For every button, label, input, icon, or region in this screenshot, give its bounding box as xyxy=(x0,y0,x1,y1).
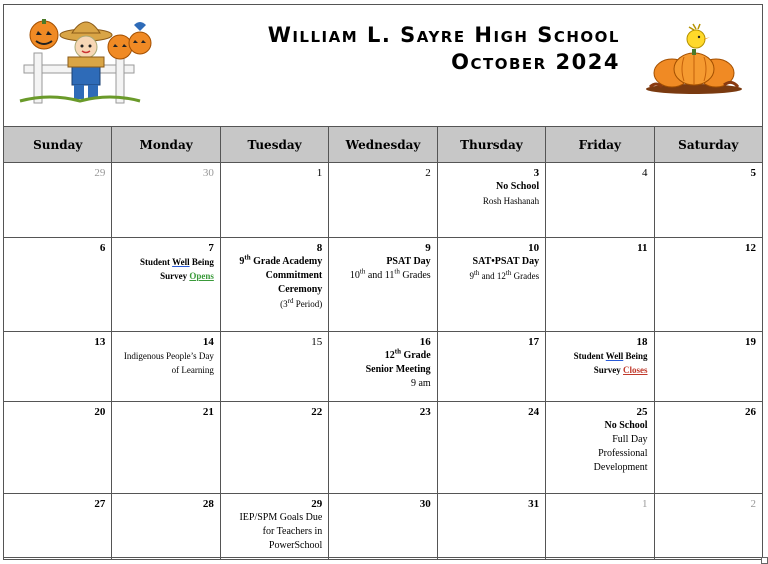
day-number: 2 xyxy=(750,498,756,510)
day-number: 13 xyxy=(94,336,106,348)
day-number: 21 xyxy=(202,406,214,418)
day-number: 12 xyxy=(745,242,756,254)
superscript: th xyxy=(244,253,251,262)
event-text: Grades xyxy=(399,270,431,281)
event-title: No School xyxy=(604,420,648,431)
day-number: 6 xyxy=(99,242,106,254)
survey-text: Survey xyxy=(593,365,624,375)
event-text: Period) xyxy=(293,299,323,309)
day-number: 14 xyxy=(202,336,214,348)
day-number: 30 xyxy=(202,167,214,179)
event-note: IEP/SPM Goals Due xyxy=(239,512,323,523)
superscript: th xyxy=(394,267,400,276)
day-number: 25 xyxy=(636,406,648,418)
event-note: PowerSchool xyxy=(268,540,323,551)
survey-text: Student xyxy=(139,257,173,267)
event-time: 9 am xyxy=(410,378,431,389)
event-note: of Learning xyxy=(171,365,214,375)
school-title: William L. Sayre High School xyxy=(267,23,620,47)
day-number: 16 xyxy=(419,336,431,348)
event-note: for Teachers in xyxy=(262,526,323,537)
survey-text: Being xyxy=(189,257,214,267)
event-title: SAT•PSAT Day xyxy=(472,256,540,267)
day-number: 22 xyxy=(311,406,323,418)
weekday-wednesday: Wednesday xyxy=(329,127,437,163)
survey-text: Being xyxy=(623,351,648,361)
weekday-thursday: Thursday xyxy=(437,127,545,163)
superscript: th xyxy=(505,269,512,277)
page-border xyxy=(3,4,763,558)
day-number: 28 xyxy=(202,498,214,510)
weekday-tuesday: Tuesday xyxy=(220,127,328,163)
day-number: 11 xyxy=(637,242,648,254)
survey-opens-status: Opens xyxy=(189,271,214,281)
event-text: 9 xyxy=(469,271,474,281)
day-number: 31 xyxy=(528,498,540,510)
event-text: 9 xyxy=(239,256,245,267)
day-number: 17 xyxy=(528,336,540,348)
resize-handle[interactable] xyxy=(761,557,768,564)
event-note: Professional xyxy=(598,448,648,459)
event-text: and 11 xyxy=(365,270,395,281)
day-number: 10 xyxy=(528,242,540,254)
survey-text: Student xyxy=(573,351,606,361)
weekday-friday: Friday xyxy=(546,127,654,163)
day-number: 1 xyxy=(642,498,648,510)
survey-text: Survey xyxy=(160,271,190,281)
superscript: th xyxy=(359,267,366,276)
event-text: Grades xyxy=(511,271,540,281)
event-note: Rosh Hashanah xyxy=(482,196,540,206)
day-number: 8 xyxy=(316,242,323,254)
day-number: 15 xyxy=(311,336,323,348)
day-number: 27 xyxy=(94,498,106,510)
superscript: th xyxy=(394,347,401,356)
event-title: No School xyxy=(496,181,540,192)
event-text: and 12 xyxy=(479,271,506,281)
event-text: Grade xyxy=(400,350,431,361)
event-note: Indigenous People’s Day xyxy=(123,351,214,361)
event-text: 10 xyxy=(349,270,360,281)
day-number: 19 xyxy=(745,336,756,348)
day-number: 23 xyxy=(419,406,431,418)
event-title: Commitment xyxy=(265,270,323,281)
day-number: 30 xyxy=(419,498,431,510)
day-number: 18 xyxy=(636,336,648,348)
day-number: 29 xyxy=(311,498,323,510)
weekday-sunday: Sunday xyxy=(4,127,112,163)
day-number: 26 xyxy=(745,406,756,418)
event-title: Senior Meeting xyxy=(365,364,431,375)
event-title: Ceremony xyxy=(278,284,323,295)
day-number: 29 xyxy=(94,167,106,179)
day-number: 20 xyxy=(94,406,106,418)
day-number: 4 xyxy=(642,167,648,179)
day-number: 9 xyxy=(425,242,431,254)
event-text: 12 xyxy=(384,350,395,361)
superscript: rd xyxy=(287,297,294,305)
survey-closes-status: Closes xyxy=(623,365,648,375)
survey-text: Well xyxy=(605,351,624,361)
weekday-saturday: Saturday xyxy=(654,127,762,163)
month-title: October 2024 xyxy=(451,50,620,74)
day-number: 7 xyxy=(208,242,214,254)
survey-text: Well xyxy=(172,257,190,267)
event-text: Grade Academy xyxy=(250,256,323,267)
day-number: 24 xyxy=(528,406,540,418)
event-title: PSAT Day xyxy=(386,256,431,267)
day-number: 3 xyxy=(533,167,540,179)
weekday-monday: Monday xyxy=(112,127,220,163)
day-number: 1 xyxy=(316,167,323,179)
superscript: th xyxy=(473,269,480,277)
event-note: Full Day xyxy=(612,434,648,445)
day-number: 2 xyxy=(425,167,431,179)
day-number: 5 xyxy=(750,167,756,179)
event-text: (3 xyxy=(280,299,288,309)
event-note: Development xyxy=(593,462,648,473)
